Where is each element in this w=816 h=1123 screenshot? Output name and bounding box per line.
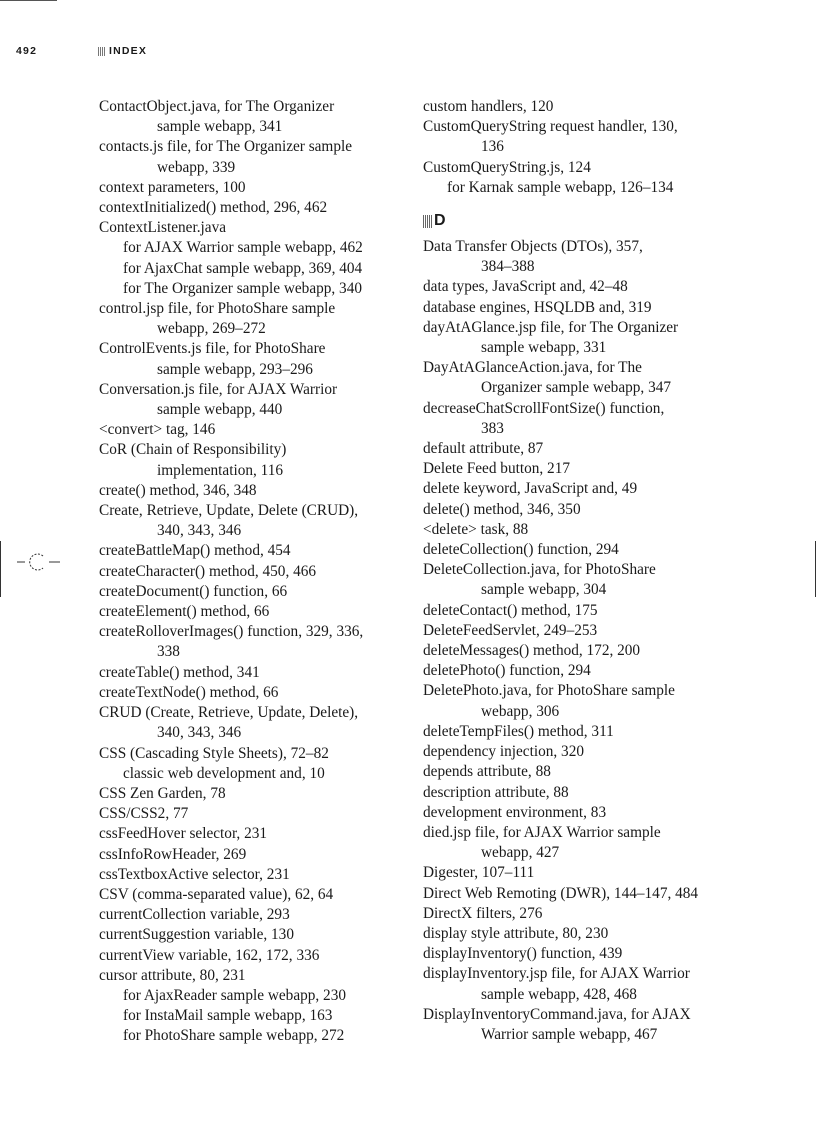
running-header xyxy=(16,43,147,59)
index-entry: DirectX filters, 276 xyxy=(423,904,543,922)
index-entry-continuation: 340, 343, 346 xyxy=(157,724,242,742)
index-entry: contacts.js file, for The Organizer sample xyxy=(99,138,353,156)
index-entry: create() method, 346, 348 xyxy=(99,481,257,499)
index-entry: currentView variable, 162, 172, 336 xyxy=(99,946,320,964)
index-entry: deleteCollection() function, 294 xyxy=(423,541,619,559)
index-entry: deleteMessages() method, 172, 200 xyxy=(423,642,641,660)
index-entry: createTextNode() method, 66 xyxy=(99,683,279,701)
index-entry: createDocument() function, 66 xyxy=(99,582,288,600)
crop-mark-top-left xyxy=(0,0,57,1)
index-entry: currentSuggestion variable, 130 xyxy=(99,926,294,944)
index-entry-continuation: sample webapp, 428, 468 xyxy=(481,985,637,1003)
index-entry: default attribute, 87 xyxy=(423,440,544,458)
index-subentry: for AJAX Warrior sample webapp, 462 xyxy=(123,239,363,257)
index-entry: Conversation.js file, for AJAX Warrior xyxy=(99,380,338,398)
index-entry-continuation: 338 xyxy=(157,643,180,661)
index-entry: database engines, HSQLDB and, 319 xyxy=(423,298,652,316)
index-entry: createRolloverImages() function, 329, 336, xyxy=(99,623,364,641)
header-separator-block xyxy=(98,47,106,56)
index-entry: data types, JavaScript and, 42–48 xyxy=(423,278,628,296)
index-entry: createCharacter() method, 450, 466 xyxy=(99,562,317,580)
index-entry: development environment, 83 xyxy=(423,803,607,821)
index-entry-continuation: sample webapp, 304 xyxy=(481,581,607,599)
index-entry: Digester, 107–111 xyxy=(423,864,535,882)
index-subentry: for AjaxReader sample webapp, 230 xyxy=(123,986,347,1004)
index-entry: createTable() method, 341 xyxy=(99,663,260,681)
index-subentry: for PhotoShare sample webapp, 272 xyxy=(123,1027,345,1045)
index-subentry: for The Organizer sample webapp, 340 xyxy=(123,279,363,297)
index-entry: display style attribute, 80, 230 xyxy=(423,924,609,942)
index-entry: contextInitialized() method, 296, 462 xyxy=(99,199,328,217)
left-edge-mark xyxy=(0,541,1,597)
index-entry: CustomQueryString.js, 124 xyxy=(423,158,591,176)
index-entry-continuation: 383 xyxy=(481,419,504,437)
index-entry: CoR (Chain of Responsibility) xyxy=(99,441,287,459)
index-entry: delete keyword, JavaScript and, 49 xyxy=(423,480,638,498)
index-entry: deleteTempFiles() method, 311 xyxy=(423,722,614,740)
index-entry-continuation: sample webapp, 440 xyxy=(157,401,283,419)
index-entry-continuation: sample webapp, 331 xyxy=(481,339,607,357)
index-subentry: for InstaMail sample webapp, 163 xyxy=(123,1007,333,1025)
index-entry: displayInventory.jsp file, for AJAX Warrior xyxy=(423,965,690,983)
index-entry: CSS Zen Garden, 78 xyxy=(99,784,226,802)
registration-mark-icon xyxy=(17,551,61,573)
index-entry-continuation: webapp, 306 xyxy=(481,702,560,720)
index-entry-continuation: sample webapp, 341 xyxy=(157,118,283,136)
index-entry: ContactObject.java, for The Organizer xyxy=(99,98,335,115)
index-entry: <convert> tag, 146 xyxy=(99,421,216,439)
index-entry: decreaseChatScrollFontSize() function, xyxy=(423,399,665,417)
index-entry: Data Transfer Objects (DTOs), 357, xyxy=(423,238,643,256)
section-title: INDEX xyxy=(109,45,148,57)
index-entry: delete() method, 346, 350 xyxy=(423,500,581,518)
index-entry: DeleteCollection.java, for PhotoShare xyxy=(423,561,656,579)
index-entry-continuation: implementation, 116 xyxy=(157,461,284,479)
index-entry: context parameters, 100 xyxy=(99,178,246,196)
index-entry: control.jsp file, for PhotoShare sample xyxy=(99,300,336,318)
index-entry: DayAtAGlanceAction.java, for The xyxy=(423,359,642,377)
index-entry-continuation: 384–388 xyxy=(481,258,535,276)
index-entry: cssTextboxActive selector, 231 xyxy=(99,865,290,883)
page-number: 492 xyxy=(16,45,38,57)
index-entry: cursor attribute, 80, 231 xyxy=(99,966,246,984)
index-entry: <delete> task, 88 xyxy=(423,520,529,538)
index-entry-continuation: Organizer sample webapp, 347 xyxy=(481,379,672,397)
letter-heading-text: D xyxy=(434,211,446,229)
index-entry-continuation: 136 xyxy=(481,138,504,156)
index-entry: deletePhoto() function, 294 xyxy=(423,662,591,680)
index-entry: DeletePhoto.java, for PhotoShare sample xyxy=(423,682,675,700)
index-entry: DisplayInventoryCommand.java, for AJAX xyxy=(423,1005,691,1023)
index-entry: Create, Retrieve, Update, Delete (CRUD), xyxy=(99,502,359,520)
index-entry: CRUD (Create, Retrieve, Update, Delete), xyxy=(99,704,359,722)
index-entry: cssFeedHover selector, 231 xyxy=(99,825,268,843)
index-entry: CSS/CSS2, 77 xyxy=(99,805,189,823)
index-subentry: for Karnak sample webapp, 126–134 xyxy=(447,178,674,196)
index-entry-continuation: Warrior sample webapp, 467 xyxy=(481,1025,658,1043)
index-entry-continuation: webapp, 269–272 xyxy=(157,320,266,338)
index-entry: description attribute, 88 xyxy=(423,783,569,801)
index-entry: displayInventory() function, 439 xyxy=(423,945,623,963)
index-entry: cssInfoRowHeader, 269 xyxy=(99,845,247,863)
index-entry: deleteContact() method, 175 xyxy=(423,601,598,619)
index-subentry: classic web development and, 10 xyxy=(123,764,325,782)
index-entry: dependency injection, 320 xyxy=(423,743,584,761)
index-entry-continuation: webapp, 339 xyxy=(157,158,236,176)
index-entry-continuation: sample webapp, 293–296 xyxy=(157,360,313,378)
index-column-left xyxy=(99,97,399,1047)
index-entry-continuation: webapp, 427 xyxy=(481,844,560,862)
index-column-right xyxy=(423,97,733,1045)
index-entry: Delete Feed button, 217 xyxy=(423,460,570,478)
index-entry: custom handlers, 120 xyxy=(423,98,554,115)
index-entry-continuation: 340, 343, 346 xyxy=(157,522,242,540)
index-entry: dayAtAGlance.jsp file, for The Organizer xyxy=(423,318,679,336)
index-entry: CSS (Cascading Style Sheets), 72–82 xyxy=(99,744,329,762)
index-entry: createBattleMap() method, 454 xyxy=(99,542,291,560)
index-entry: currentCollection variable, 293 xyxy=(99,906,290,924)
index-subentry: for AjaxChat sample webapp, 369, 404 xyxy=(123,259,363,277)
index-entry: DeleteFeedServlet, 249–253 xyxy=(423,621,598,639)
index-entry: ContextListener.java xyxy=(99,219,227,237)
letter-heading-block xyxy=(423,215,432,228)
index-entry: depends attribute, 88 xyxy=(423,763,551,781)
index-entry: CustomQueryString request handler, 130, xyxy=(423,118,678,136)
index-entry: ControlEvents.js file, for PhotoShare xyxy=(99,340,326,358)
index-entry: createElement() method, 66 xyxy=(99,603,270,621)
index-letter-heading xyxy=(423,210,733,232)
index-entry: CSV (comma-separated value), 62, 64 xyxy=(99,885,334,903)
index-entry: died.jsp file, for AJAX Warrior sample xyxy=(423,823,661,841)
index-entry: Direct Web Remoting (DWR), 144–147, 484 xyxy=(423,884,699,902)
